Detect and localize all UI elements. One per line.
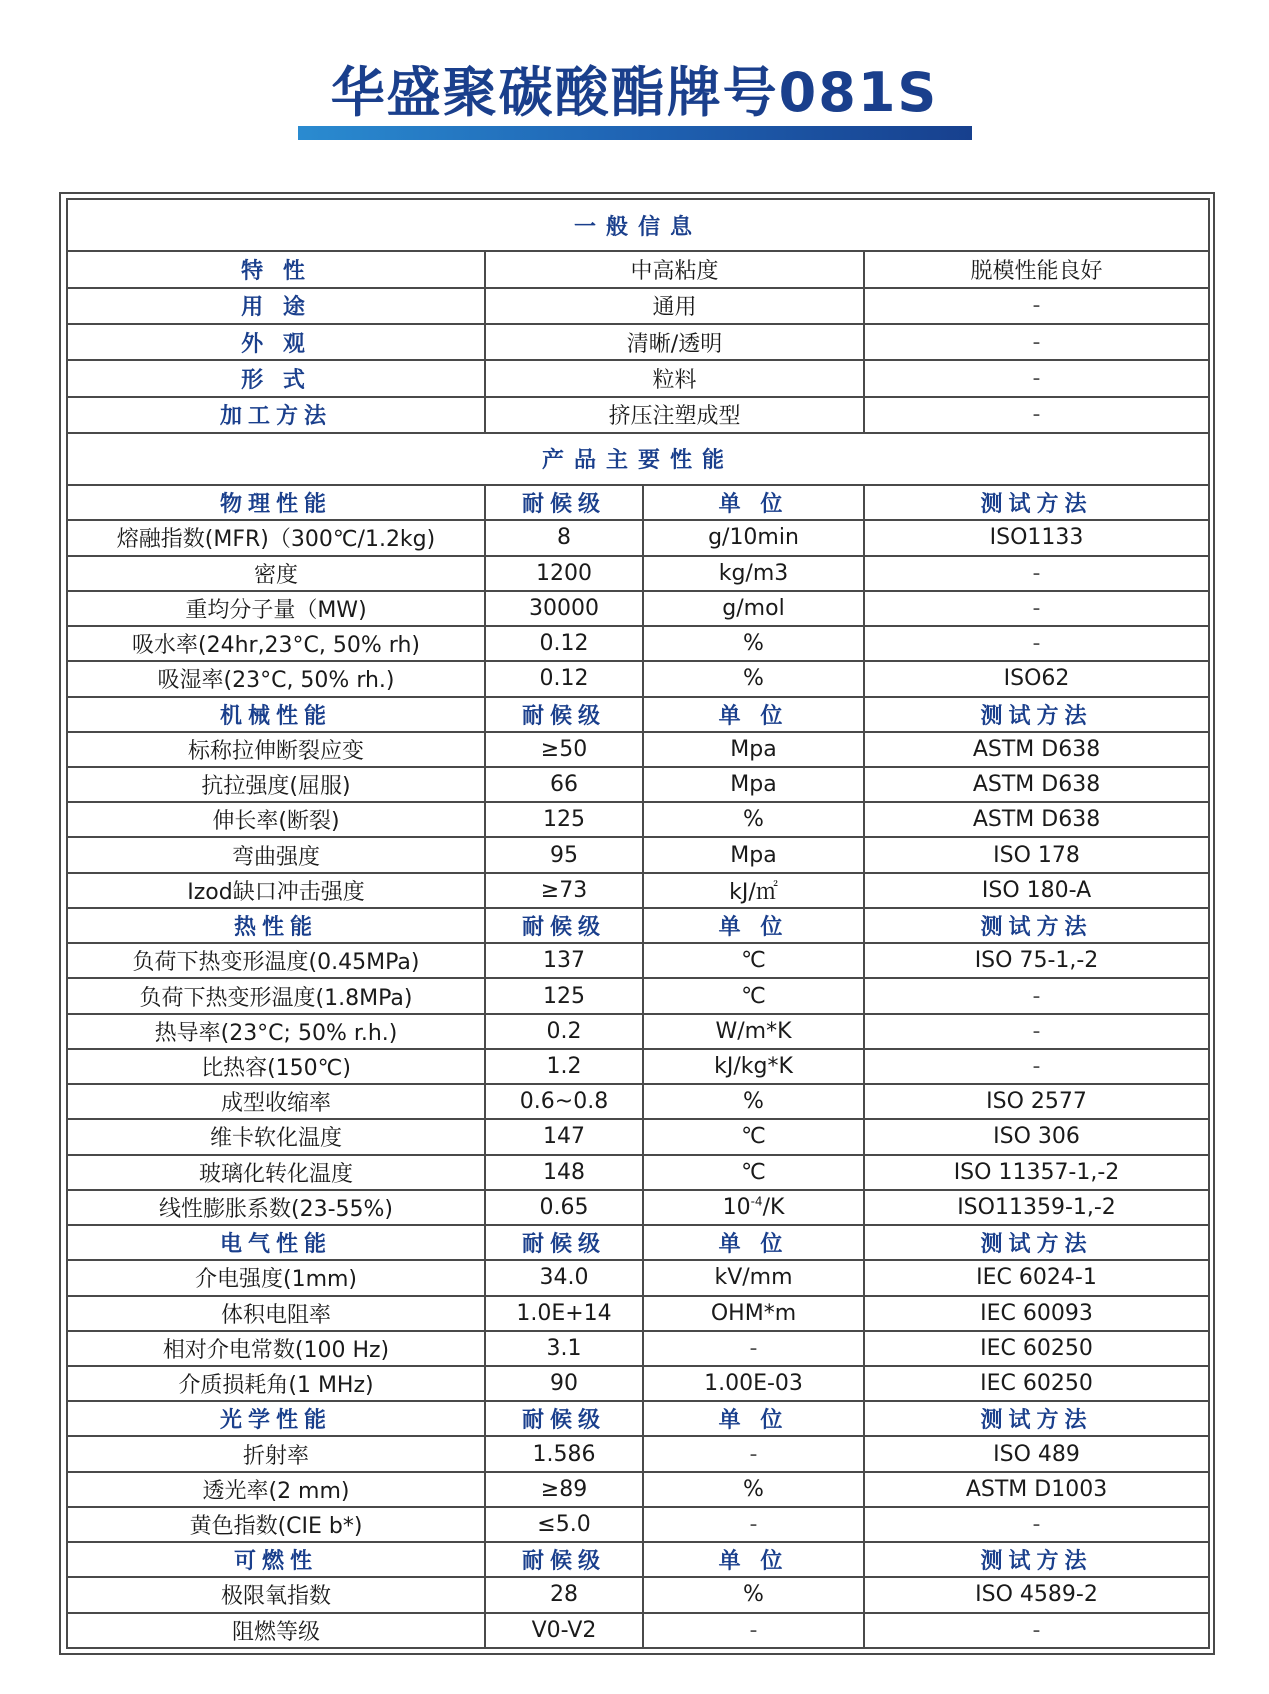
property-value: 8 xyxy=(485,520,643,555)
group-header-row xyxy=(67,1401,1209,1436)
property-method: ASTM D638 xyxy=(864,802,1209,837)
property-method: ISO 306 xyxy=(864,1119,1209,1154)
property-unit: ℃ xyxy=(643,1119,864,1154)
table-row xyxy=(67,591,1209,626)
table-row xyxy=(67,1014,1209,1049)
table-row xyxy=(67,1049,1209,1084)
property-value: 95 xyxy=(485,837,643,872)
property-value: 34.0 xyxy=(485,1260,643,1295)
page-title: 华盛聚碳酸酯牌号081S xyxy=(330,61,939,124)
property-value: ≤5.0 xyxy=(485,1507,643,1542)
general-value: 清晰/透明 xyxy=(485,324,864,360)
property-method: - xyxy=(864,1613,1209,1648)
property-value: 147 xyxy=(485,1119,643,1154)
property-method: ISO11359-1,-2 xyxy=(864,1190,1209,1225)
section-heading-row xyxy=(67,199,1209,251)
property-method: ISO 11357-1,-2 xyxy=(864,1155,1209,1190)
property-unit: $10^{-4}/K$ xyxy=(643,1190,864,1225)
table-row xyxy=(67,1119,1209,1154)
table-row xyxy=(67,1084,1209,1119)
property-name: 介电强度(1mm) xyxy=(67,1260,485,1295)
property-name: 相对介电常数(100 Hz) xyxy=(67,1331,485,1366)
group-header-name: 机械性能 xyxy=(67,697,485,732)
property-method: - xyxy=(864,978,1209,1013)
general-label: 用 途 xyxy=(67,288,485,324)
property-unit: ℃ xyxy=(643,1155,864,1190)
group-header-value: 耐候级 xyxy=(485,697,643,732)
table-row xyxy=(67,978,1209,1013)
property-value: 1.586 xyxy=(485,1436,643,1471)
property-unit: % xyxy=(643,1472,864,1507)
property-method: IEC 60250 xyxy=(864,1366,1209,1401)
property-method: ASTM D1003 xyxy=(864,1472,1209,1507)
table-row xyxy=(67,251,1209,287)
group-header-value: 耐候级 xyxy=(485,1542,643,1577)
property-value: 3.1 xyxy=(485,1331,643,1366)
group-header-method: 测试方法 xyxy=(864,485,1209,520)
property-method: ISO 4589-2 xyxy=(864,1577,1209,1612)
table-row xyxy=(67,767,1209,802)
property-value: 30000 xyxy=(485,591,643,626)
property-unit: g/mol xyxy=(643,591,864,626)
property-value: ≥50 xyxy=(485,732,643,767)
group-header-row xyxy=(67,485,1209,520)
group-header-value: 耐候级 xyxy=(485,908,643,943)
group-header-method: 测试方法 xyxy=(864,908,1209,943)
general-label: 外 观 xyxy=(67,324,485,360)
property-method: - xyxy=(864,626,1209,661)
property-method: ISO 75-1,-2 xyxy=(864,943,1209,978)
group-header-row xyxy=(67,1225,1209,1260)
property-unit: - xyxy=(643,1436,864,1471)
property-unit: % xyxy=(643,626,864,661)
property-name: 介质损耗角(1 MHz) xyxy=(67,1366,485,1401)
property-value: 125 xyxy=(485,802,643,837)
property-value: 0.12 xyxy=(485,661,643,696)
general-note: 脱模性能良好 xyxy=(864,251,1209,287)
table-row xyxy=(67,324,1209,360)
property-method: ISO 180-A xyxy=(864,873,1209,908)
property-method: ASTM D638 xyxy=(864,767,1209,802)
group-header-unit: 单 位 xyxy=(643,908,864,943)
group-header-method: 测试方法 xyxy=(864,1225,1209,1260)
table-row xyxy=(67,397,1209,433)
table-row xyxy=(67,626,1209,661)
property-name: Izod缺口冲击强度 xyxy=(67,873,485,908)
property-unit: - xyxy=(643,1613,864,1648)
spec-table xyxy=(66,198,1210,1649)
general-note: - xyxy=(864,360,1209,396)
general-note: - xyxy=(864,324,1209,360)
group-header-name: 光学性能 xyxy=(67,1401,485,1436)
property-method: - xyxy=(864,1507,1209,1542)
property-name: 阻燃等级 xyxy=(67,1613,485,1648)
property-value: 0.2 xyxy=(485,1014,643,1049)
section-heading-row xyxy=(67,433,1209,485)
property-value: 0.6~0.8 xyxy=(485,1084,643,1119)
property-name: 维卡软化温度 xyxy=(67,1119,485,1154)
property-unit: 1.00E-03 xyxy=(643,1366,864,1401)
property-name: 比热容(150℃) xyxy=(67,1049,485,1084)
property-unit: ℃ xyxy=(643,943,864,978)
group-header-name: 物理性能 xyxy=(67,485,485,520)
table-row xyxy=(67,943,1209,978)
group-header-value: 耐候级 xyxy=(485,1225,643,1260)
property-name: 伸长率(断裂) xyxy=(67,802,485,837)
group-header-row xyxy=(67,697,1209,732)
property-value: 0.65 xyxy=(485,1190,643,1225)
table-row xyxy=(67,1260,1209,1295)
property-value: 90 xyxy=(485,1366,643,1401)
table-row xyxy=(67,288,1209,324)
general-label: 特 性 xyxy=(67,251,485,287)
table-row xyxy=(67,732,1209,767)
section-heading: 产品主要性能 xyxy=(67,433,1209,485)
property-value: 137 xyxy=(485,943,643,978)
property-unit: kJ/kg*K xyxy=(643,1049,864,1084)
table-row xyxy=(67,873,1209,908)
property-name: 重均分子量（MW) xyxy=(67,591,485,626)
property-value: 125 xyxy=(485,978,643,1013)
group-header-name: 可燃性 xyxy=(67,1542,485,1577)
property-value: 1.0E+14 xyxy=(485,1296,643,1331)
table-row xyxy=(67,1331,1209,1366)
property-method: - xyxy=(864,556,1209,591)
group-header-method: 测试方法 xyxy=(864,1401,1209,1436)
property-unit: % xyxy=(643,802,864,837)
table-row xyxy=(67,1190,1209,1225)
property-unit: ℃ xyxy=(643,978,864,1013)
property-unit: kV/mm xyxy=(643,1260,864,1295)
property-method: ISO62 xyxy=(864,661,1209,696)
property-name: 玻璃化转化温度 xyxy=(67,1155,485,1190)
property-value: 1.2 xyxy=(485,1049,643,1084)
group-header-name: 热性能 xyxy=(67,908,485,943)
property-name: 标称拉伸断裂应变 xyxy=(67,732,485,767)
property-value: V0-V2 xyxy=(485,1613,643,1648)
property-name: 线性膨胀系数(23-55%) xyxy=(67,1190,485,1225)
property-method: - xyxy=(864,1014,1209,1049)
table-row xyxy=(67,661,1209,696)
table-row xyxy=(67,1436,1209,1471)
property-unit: kJ/㎡ xyxy=(643,873,864,908)
group-header-unit: 单 位 xyxy=(643,697,864,732)
property-unit: Mpa xyxy=(643,732,864,767)
group-header-name: 电气性能 xyxy=(67,1225,485,1260)
property-name: 体积电阻率 xyxy=(67,1296,485,1331)
group-header-unit: 单 位 xyxy=(643,1225,864,1260)
property-value: 66 xyxy=(485,767,643,802)
property-method: IEC 60250 xyxy=(864,1331,1209,1366)
property-unit: kg/m3 xyxy=(643,556,864,591)
property-name: 吸水率(24hr,23°C, 50% rh) xyxy=(67,626,485,661)
property-method: ASTM D638 xyxy=(864,732,1209,767)
property-unit: Mpa xyxy=(643,837,864,872)
property-name: 透光率(2 mm) xyxy=(67,1472,485,1507)
group-header-unit: 单 位 xyxy=(643,1542,864,1577)
group-header-value: 耐候级 xyxy=(485,485,643,520)
table-row xyxy=(67,556,1209,591)
property-unit: % xyxy=(643,661,864,696)
property-name: 负荷下热变形温度(0.45MPa) xyxy=(67,943,485,978)
property-name: 抗拉强度(屈服) xyxy=(67,767,485,802)
property-method: ISO1133 xyxy=(864,520,1209,555)
general-value: 挤压注塑成型 xyxy=(485,397,864,433)
property-name: 密度 xyxy=(67,556,485,591)
table-row xyxy=(67,1507,1209,1542)
table-row xyxy=(67,1366,1209,1401)
group-header-method: 测试方法 xyxy=(864,697,1209,732)
property-method: ISO 489 xyxy=(864,1436,1209,1471)
property-name: 热导率(23°C; 50% r.h.) xyxy=(67,1014,485,1049)
property-name: 熔融指数(MFR)（300℃/1.2kg) xyxy=(67,520,485,555)
property-name: 吸湿率(23°C, 50% rh.) xyxy=(67,661,485,696)
group-header-row xyxy=(67,908,1209,943)
property-value: ≥73 xyxy=(485,873,643,908)
property-value: 28 xyxy=(485,1577,643,1612)
group-header-unit: 单 位 xyxy=(643,485,864,520)
property-unit: W/m*K xyxy=(643,1014,864,1049)
property-unit: - xyxy=(643,1507,864,1542)
property-unit: OHM*m xyxy=(643,1296,864,1331)
property-name: 极限氧指数 xyxy=(67,1577,485,1612)
table-row xyxy=(67,360,1209,396)
general-note: - xyxy=(864,288,1209,324)
group-header-value: 耐候级 xyxy=(485,1401,643,1436)
property-value: ≥89 xyxy=(485,1472,643,1507)
property-value: 0.12 xyxy=(485,626,643,661)
property-unit: - xyxy=(643,1331,864,1366)
table-row xyxy=(67,1472,1209,1507)
title-underline-bar xyxy=(298,126,972,140)
table-row xyxy=(67,1613,1209,1648)
table-row xyxy=(67,1155,1209,1190)
property-name: 负荷下热变形温度(1.8MPa) xyxy=(67,978,485,1013)
property-name: 成型收缩率 xyxy=(67,1084,485,1119)
table-row xyxy=(67,802,1209,837)
property-unit: % xyxy=(643,1577,864,1612)
property-name: 黄色指数(CIE b*) xyxy=(67,1507,485,1542)
general-value: 通用 xyxy=(485,288,864,324)
property-method: ISO 2577 xyxy=(864,1084,1209,1119)
table-row xyxy=(67,1577,1209,1612)
property-unit: % xyxy=(643,1084,864,1119)
table-row xyxy=(67,1296,1209,1331)
general-note: - xyxy=(864,397,1209,433)
group-header-unit: 单 位 xyxy=(643,1401,864,1436)
property-name: 折射率 xyxy=(67,1436,485,1471)
general-value: 中高粘度 xyxy=(485,251,864,287)
property-method: - xyxy=(864,1049,1209,1084)
general-label: 形 式 xyxy=(67,360,485,396)
general-label: 加工方法 xyxy=(67,397,485,433)
table-row xyxy=(67,520,1209,555)
property-unit: Mpa xyxy=(643,767,864,802)
general-value: 粒料 xyxy=(485,360,864,396)
property-method: IEC 6024-1 xyxy=(864,1260,1209,1295)
property-value: 148 xyxy=(485,1155,643,1190)
property-method: ISO 178 xyxy=(864,837,1209,872)
property-name: 弯曲强度 xyxy=(67,837,485,872)
property-unit: g/10min xyxy=(643,520,864,555)
group-header-method: 测试方法 xyxy=(864,1542,1209,1577)
property-method: - xyxy=(864,591,1209,626)
section-heading: 一般信息 xyxy=(67,199,1209,251)
group-header-row xyxy=(67,1542,1209,1577)
property-value: 1200 xyxy=(485,556,643,591)
property-method: IEC 60093 xyxy=(864,1296,1209,1331)
table-row xyxy=(67,837,1209,872)
